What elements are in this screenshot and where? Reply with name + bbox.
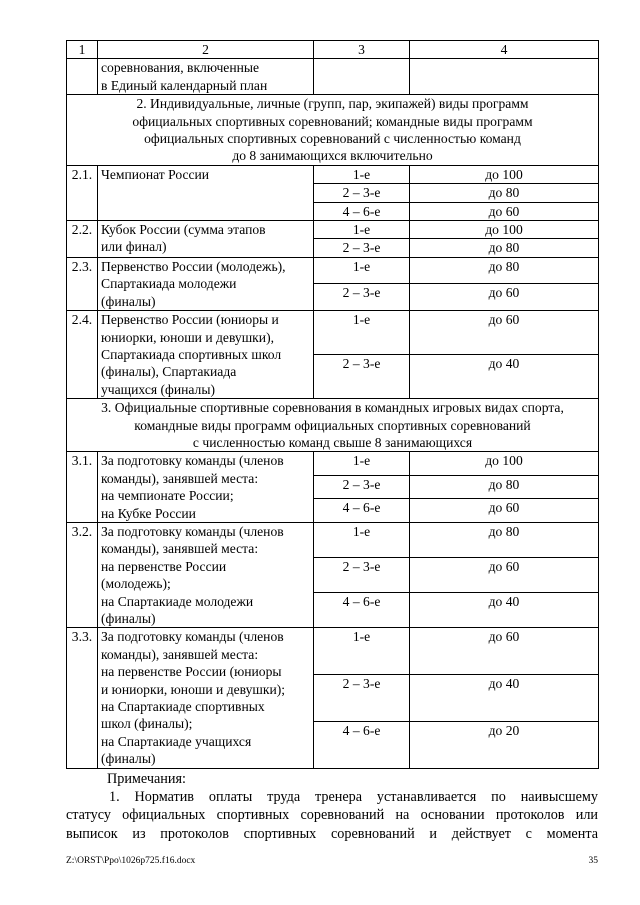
item-number <box>67 59 98 95</box>
description-line: учащихся (финалы) <box>101 381 215 397</box>
description-line <box>101 201 310 218</box>
place-cell: 1-е <box>314 522 410 557</box>
description-line: на первенстве России (юниоры <box>101 664 282 680</box>
description-line: и юниорки, юноши и девушки); <box>101 681 286 697</box>
description-line: Первенство России (юниоры и <box>101 312 279 328</box>
section-heading <box>67 399 599 452</box>
place-cell: 2 – 3-е <box>314 239 410 257</box>
item-description <box>98 311 314 399</box>
percent-cell: до 80 <box>410 257 599 284</box>
table-row <box>67 59 599 95</box>
percent-cell: до 60 <box>410 284 599 311</box>
description-line: За подготовку команды (членов <box>101 523 284 539</box>
description-line: на Кубке России <box>101 505 196 521</box>
description-line: За подготовку команды (членов <box>101 453 284 469</box>
percent-cell: до 60 <box>410 202 599 220</box>
percent-cell: до 100 <box>410 165 599 183</box>
table-row <box>67 221 599 239</box>
item-description <box>98 628 314 768</box>
item-description <box>98 221 314 258</box>
section-heading-line: 2. Индивидуальные, личные (групп, пар, экипажей) виды программ <box>136 96 529 112</box>
percent-cell <box>410 59 599 95</box>
item-number: 3.3. <box>67 628 98 768</box>
section-heading-line: с численностью команд свыше 8 занимающихся <box>192 434 473 450</box>
description-line: команды), занявшей места: <box>101 541 259 557</box>
description-line: команды), занявшей места: <box>101 646 259 662</box>
description-line: Кубок России (сумма этапов <box>101 222 266 238</box>
description-line: на первенстве России <box>101 558 227 574</box>
description-line: на чемпионате России; <box>101 488 234 504</box>
place-cell: 1-е <box>314 221 410 239</box>
description-line: (финалы), Спартакиада <box>101 364 237 380</box>
place-cell: 2 – 3-е <box>314 558 410 593</box>
table-row <box>67 452 599 476</box>
description-line: (финалы) <box>101 293 156 309</box>
percent-cell: до 100 <box>410 452 599 476</box>
percent-cell: до 60 <box>410 311 599 355</box>
percent-cell: до 40 <box>410 593 599 628</box>
place-cell: 1-е <box>314 257 410 284</box>
place-cell: 1-е <box>314 452 410 476</box>
description-line: (финалы) <box>101 611 156 626</box>
description-line: команды), занявшей места: <box>101 470 259 486</box>
place-cell: 2 – 3-е <box>314 355 410 399</box>
percent-cell: до 60 <box>410 558 599 593</box>
item-description <box>98 165 314 220</box>
header-cell: 4 <box>410 41 599 59</box>
description-line: на Спартакиаде спортивных <box>101 699 265 715</box>
place-cell: 2 – 3-е <box>314 675 410 722</box>
description-line: на Спартакиаде молодежи <box>101 593 254 609</box>
table-row <box>67 522 599 557</box>
item-number: 2.1. <box>67 165 98 220</box>
place-cell: 2 – 3-е <box>314 184 410 202</box>
place-cell: 1-е <box>314 311 410 355</box>
percent-cell: до 80 <box>410 184 599 202</box>
section-heading-line: официальных спортивных соревнований; командные виды программ <box>132 113 533 129</box>
percent-cell: до 60 <box>410 628 599 675</box>
note-line: 1. Норматив оплаты труда тренера устанавливается по наивысшему <box>109 789 598 806</box>
item-number: 3.1. <box>67 452 98 523</box>
place-cell: 1-е <box>314 628 410 675</box>
page-number: 35 <box>588 856 598 866</box>
table-row <box>67 311 599 355</box>
item-description <box>98 452 314 523</box>
percent-cell: до 80 <box>410 239 599 257</box>
item-number: 2.3. <box>67 257 98 310</box>
description-line: в Единый календарный план <box>101 77 268 93</box>
item-number: 2.2. <box>67 221 98 258</box>
place-cell: 4 – 6-е <box>314 499 410 523</box>
place-cell: 4 – 6-е <box>314 202 410 220</box>
place-cell: 2 – 3-е <box>314 475 410 499</box>
section-heading <box>67 95 599 166</box>
table-row <box>67 165 599 183</box>
place-cell <box>314 59 410 95</box>
header-cell: 2 <box>98 41 314 59</box>
description-line: (молодежь); <box>101 576 171 592</box>
description-line: (финалы) <box>101 751 156 767</box>
section-heading-line: до 8 занимающихся включительно <box>232 148 433 164</box>
section-row <box>67 399 599 452</box>
item-number: 3.2. <box>67 522 98 627</box>
percent-cell: до 40 <box>410 355 599 399</box>
table-header-row <box>67 41 599 59</box>
description-line: За подготовку команды (членов <box>101 629 284 645</box>
file-path: Z:\ORST\Ppo\1026p725.f16.docx <box>66 856 196 866</box>
section-row <box>67 95 599 166</box>
description-line <box>101 183 310 200</box>
item-description <box>98 257 314 310</box>
notes-block <box>66 770 598 843</box>
percent-cell: до 80 <box>410 522 599 557</box>
description-line: Первенство России (молодежь), <box>101 258 286 274</box>
description-line: на Спартакиаде учащихся <box>101 733 252 749</box>
header-cell: 3 <box>314 41 410 59</box>
percent-cell: до 40 <box>410 675 599 722</box>
note-line: статусу официальных спортивных соревнований на основании протоколов или <box>66 807 598 824</box>
place-cell: 2 – 3-е <box>314 284 410 311</box>
description-line: Спартакиада спортивных школ <box>101 346 282 362</box>
description-line: соревнования, включенные <box>101 60 260 76</box>
description-line: или финал) <box>101 239 167 255</box>
note-line: выписок из протоколов спортивных соревнований и действует с момента <box>66 825 598 842</box>
place-cell: 1-е <box>314 165 410 183</box>
place-cell: 4 – 6-е <box>314 721 410 768</box>
description-line: юниорки, юноши и девушки), <box>101 329 274 345</box>
item-number: 2.4. <box>67 311 98 399</box>
norms-table <box>66 40 599 769</box>
description-line: Чемпионат России <box>101 166 210 182</box>
percent-cell: до 60 <box>410 499 599 523</box>
section-heading-line: командные виды программ официальных спортивных соревнований <box>134 417 531 433</box>
percent-cell: до 80 <box>410 475 599 499</box>
percent-cell: до 100 <box>410 221 599 239</box>
table-row <box>67 628 599 675</box>
item-description <box>98 59 314 95</box>
description-line: Спартакиада молодежи <box>101 276 237 292</box>
header-cell: 1 <box>67 41 98 59</box>
place-cell: 4 – 6-е <box>314 593 410 628</box>
section-heading-line: 3. Официальные спортивные соревнования в командных игровых видах спорта, <box>101 400 564 416</box>
table-row <box>67 257 599 284</box>
section-heading-line: официальных спортивных соревнований с численностью команд <box>144 131 521 147</box>
item-description <box>98 522 314 627</box>
notes-title: Примечания: <box>107 771 186 787</box>
percent-cell: до 20 <box>410 721 599 768</box>
description-line: школ (финалы); <box>101 716 193 732</box>
